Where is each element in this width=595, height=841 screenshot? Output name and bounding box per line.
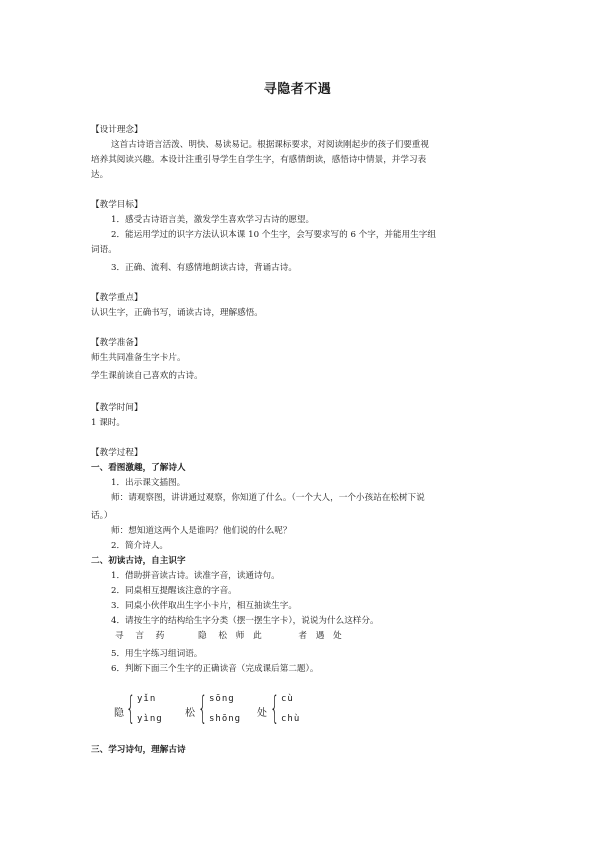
- prep-line: 学生课前读自己喜欢的古诗。: [91, 371, 203, 381]
- brace-icon: {: [126, 689, 136, 727]
- character: 药: [155, 631, 165, 641]
- brace-icon: {: [270, 689, 280, 727]
- character: 松: [218, 631, 227, 641]
- character: 遇: [315, 631, 325, 641]
- section-title: 一、看图激趣，了解诗人: [91, 463, 186, 473]
- document-title: 寻隐者不遇: [263, 82, 332, 97]
- goals-heading: 【教学目标】: [91, 200, 143, 210]
- pinyin-character: 松: [185, 708, 195, 719]
- design-para-line: 这首古诗语言活泼、明快、易读易记。根据课标要求，对阅读刚起步的孩子们要重视: [111, 140, 429, 150]
- pinyin-option: sōng: [209, 694, 235, 704]
- process-line: 6．判断下面三个生字的正确读音（完成课后第二题）。: [111, 664, 319, 674]
- pinyin-character: 隐: [114, 708, 124, 719]
- pinyin-option: yìng: [137, 714, 163, 724]
- character-list: [115, 630, 509, 642]
- prep-line: 师生共同准备生字卡片。: [91, 353, 186, 363]
- design-heading: 【设计理念】: [91, 125, 143, 135]
- process-line: 2．简介诗人。: [111, 541, 169, 551]
- character: 者: [298, 631, 308, 641]
- goal-item: 1．感受古诗语言美，激发学生喜欢学习古诗的愿望。: [111, 215, 315, 225]
- character: 寻: [115, 631, 124, 641]
- character: 师: [235, 631, 245, 641]
- process-line: 师：想知道这两个人是谁吗？他们说的什么呢？: [111, 526, 292, 536]
- process-line: 5．用生字练习组词语。: [111, 649, 203, 659]
- design-para-line: 达。: [91, 170, 109, 180]
- pinyin-option: shōng: [209, 714, 242, 724]
- process-line: 1．出示课文插图。: [111, 478, 186, 488]
- goal-item: 2．能运用学过的识字方法认识本课 10 个生字，会写要求写的 6 个字，并能用生字组: [111, 230, 436, 240]
- character: 此: [253, 631, 262, 641]
- character: 言: [135, 631, 144, 641]
- process-line: 2．同桌相互提醒该注意的字音。: [111, 586, 237, 596]
- character: 处: [333, 631, 342, 641]
- pinyin-option: chù: [281, 714, 301, 724]
- design-para-line: 培养其阅读兴趣。本设计注重引导学生自学生字，有感情朗读，感悟诗中情景，并学习表: [91, 155, 427, 165]
- process-line: 1．借助拼音读古诗。读准字音，读通诗句。: [111, 571, 280, 581]
- pinyin-option: yǐn: [137, 694, 157, 704]
- goal-item: 词语。: [91, 245, 117, 255]
- section-title: 三、学习诗句，理解古诗: [91, 745, 186, 755]
- character: 隐: [198, 631, 207, 641]
- section-title: 二、初读古诗，自主识字: [91, 556, 186, 566]
- process-line: 3．同桌小伙伴取出生字小卡片，相互抽读生字。: [111, 601, 297, 611]
- pinyin-character: 处: [257, 708, 267, 719]
- pinyin-exercise: [110, 690, 340, 728]
- process-heading: 【教学过程】: [91, 448, 143, 458]
- focus-text: 认识生字，正确书写，诵读古诗，理解感悟。: [91, 308, 263, 318]
- pinyin-option: cù: [281, 694, 294, 704]
- time-text: 1 课时。: [91, 418, 125, 428]
- goal-item: 3．正确、流利、有感情地朗读古诗，背诵古诗。: [111, 263, 297, 273]
- process-line: 师：请观察图，讲讲通过观察，你知道了什么。（一个大人，一个小孩站在松树下说: [111, 493, 425, 503]
- prep-heading: 【教学准备】: [91, 338, 143, 348]
- process-line: 话。）: [91, 511, 113, 521]
- brace-icon: {: [198, 689, 208, 727]
- process-line: 4．请按生字的结构给生字分类（摆一摆生字卡），说说为什么这样分。: [111, 616, 379, 626]
- time-heading: 【教学时间】: [91, 403, 143, 413]
- focus-heading: 【教学重点】: [91, 293, 143, 303]
